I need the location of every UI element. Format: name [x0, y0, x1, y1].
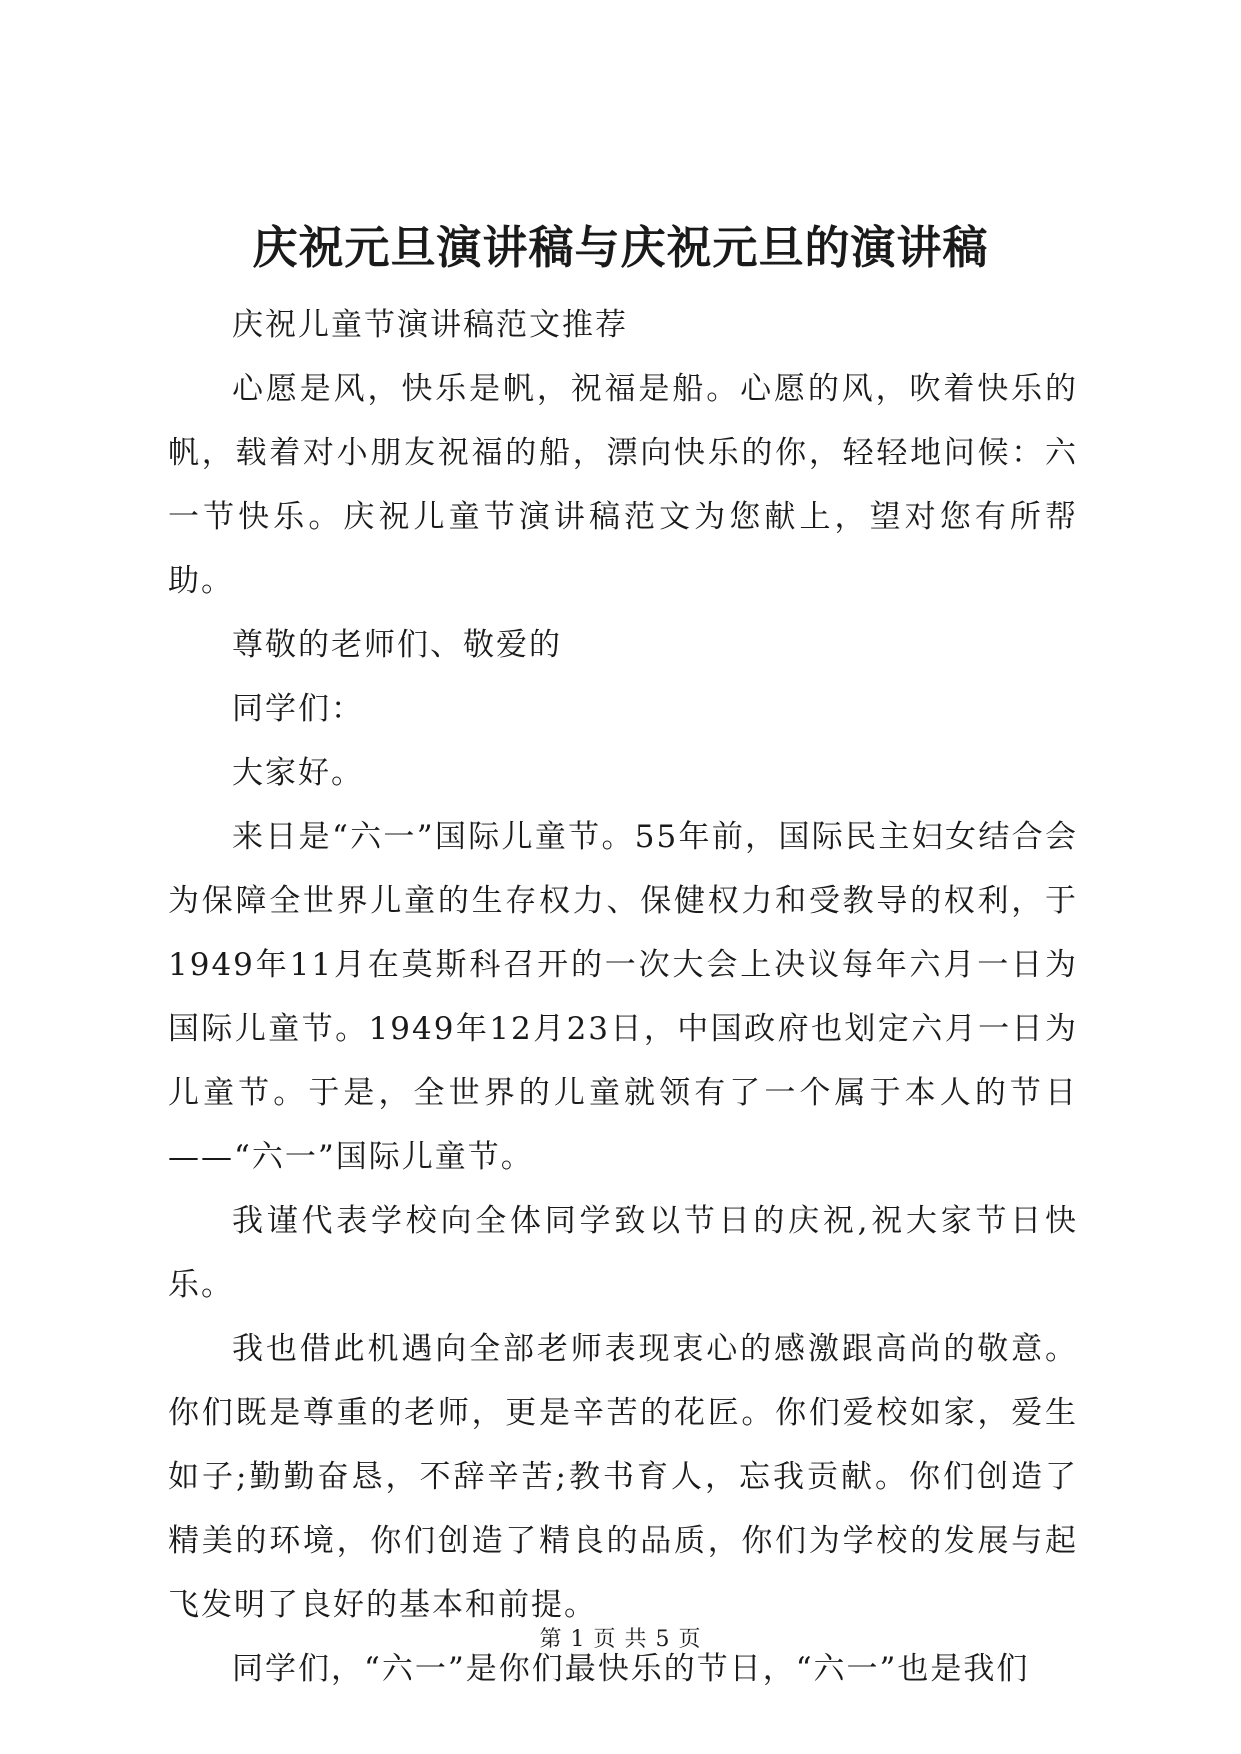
document-body — [168, 293, 1078, 1701]
paragraph-salutation-students: 同学们： — [232, 691, 364, 727]
paragraph-salutation: 尊敬的老师们、敬爱的 — [232, 627, 562, 663]
paragraph-students: 同学们，“六一”是你们最快乐的节日，“六一”也是我们 — [232, 1651, 1030, 1687]
document-title: 庆祝元旦演讲稿与庆祝元旦的演讲稿 — [252, 221, 989, 274]
paragraph-subtitle: 庆祝儿童节演讲稿范文推荐 — [232, 307, 628, 343]
page-number-footer: 第 1 页 共 5 页 — [539, 1627, 702, 1652]
paragraph-history: 来日是“六一”国际儿童节。55年前，国际民主妇女结合会为保障全世界儿童的生存权力、保健权力和受教导的权利，于1949年11月在莫斯科召开的一次大会上决议每年六月一日为国际儿童节。1949年12月23日，中国政府也划定六月一日为儿童节。于是，全世界的儿童就领有了一个属于本人的节日——“六一”国际儿童节。 — [168, 819, 1078, 1175]
paragraph-greeting: 大家好。 — [232, 755, 364, 791]
paragraph-teachers: 我也借此机遇向全部老师表现衷心的感激跟高尚的敬意。你们既是尊重的老师，更是辛苦的花匠。你们爱校如家，爱生如子;勤勤奋恳，不辞辛苦;教书育人，忘我贡献。你们创造了精美的环境，你们创造了精良的品质，你们为学校的发展与起飞发明了良好的基本和前提。 — [168, 1331, 1078, 1623]
paragraph-intro: 心愿是风，快乐是帆，祝福是船。心愿的风，吹着快乐的帆，载着对小朋友祝福的船，漂向快乐的你，轻轻地问候：六一节快乐。庆祝儿童节演讲稿范文为您献上，望对您有所帮助。 — [168, 371, 1078, 599]
paragraph-wishes: 我谨代表学校向全体同学致以节日的庆祝,祝大家节日快乐。 — [168, 1203, 1078, 1303]
